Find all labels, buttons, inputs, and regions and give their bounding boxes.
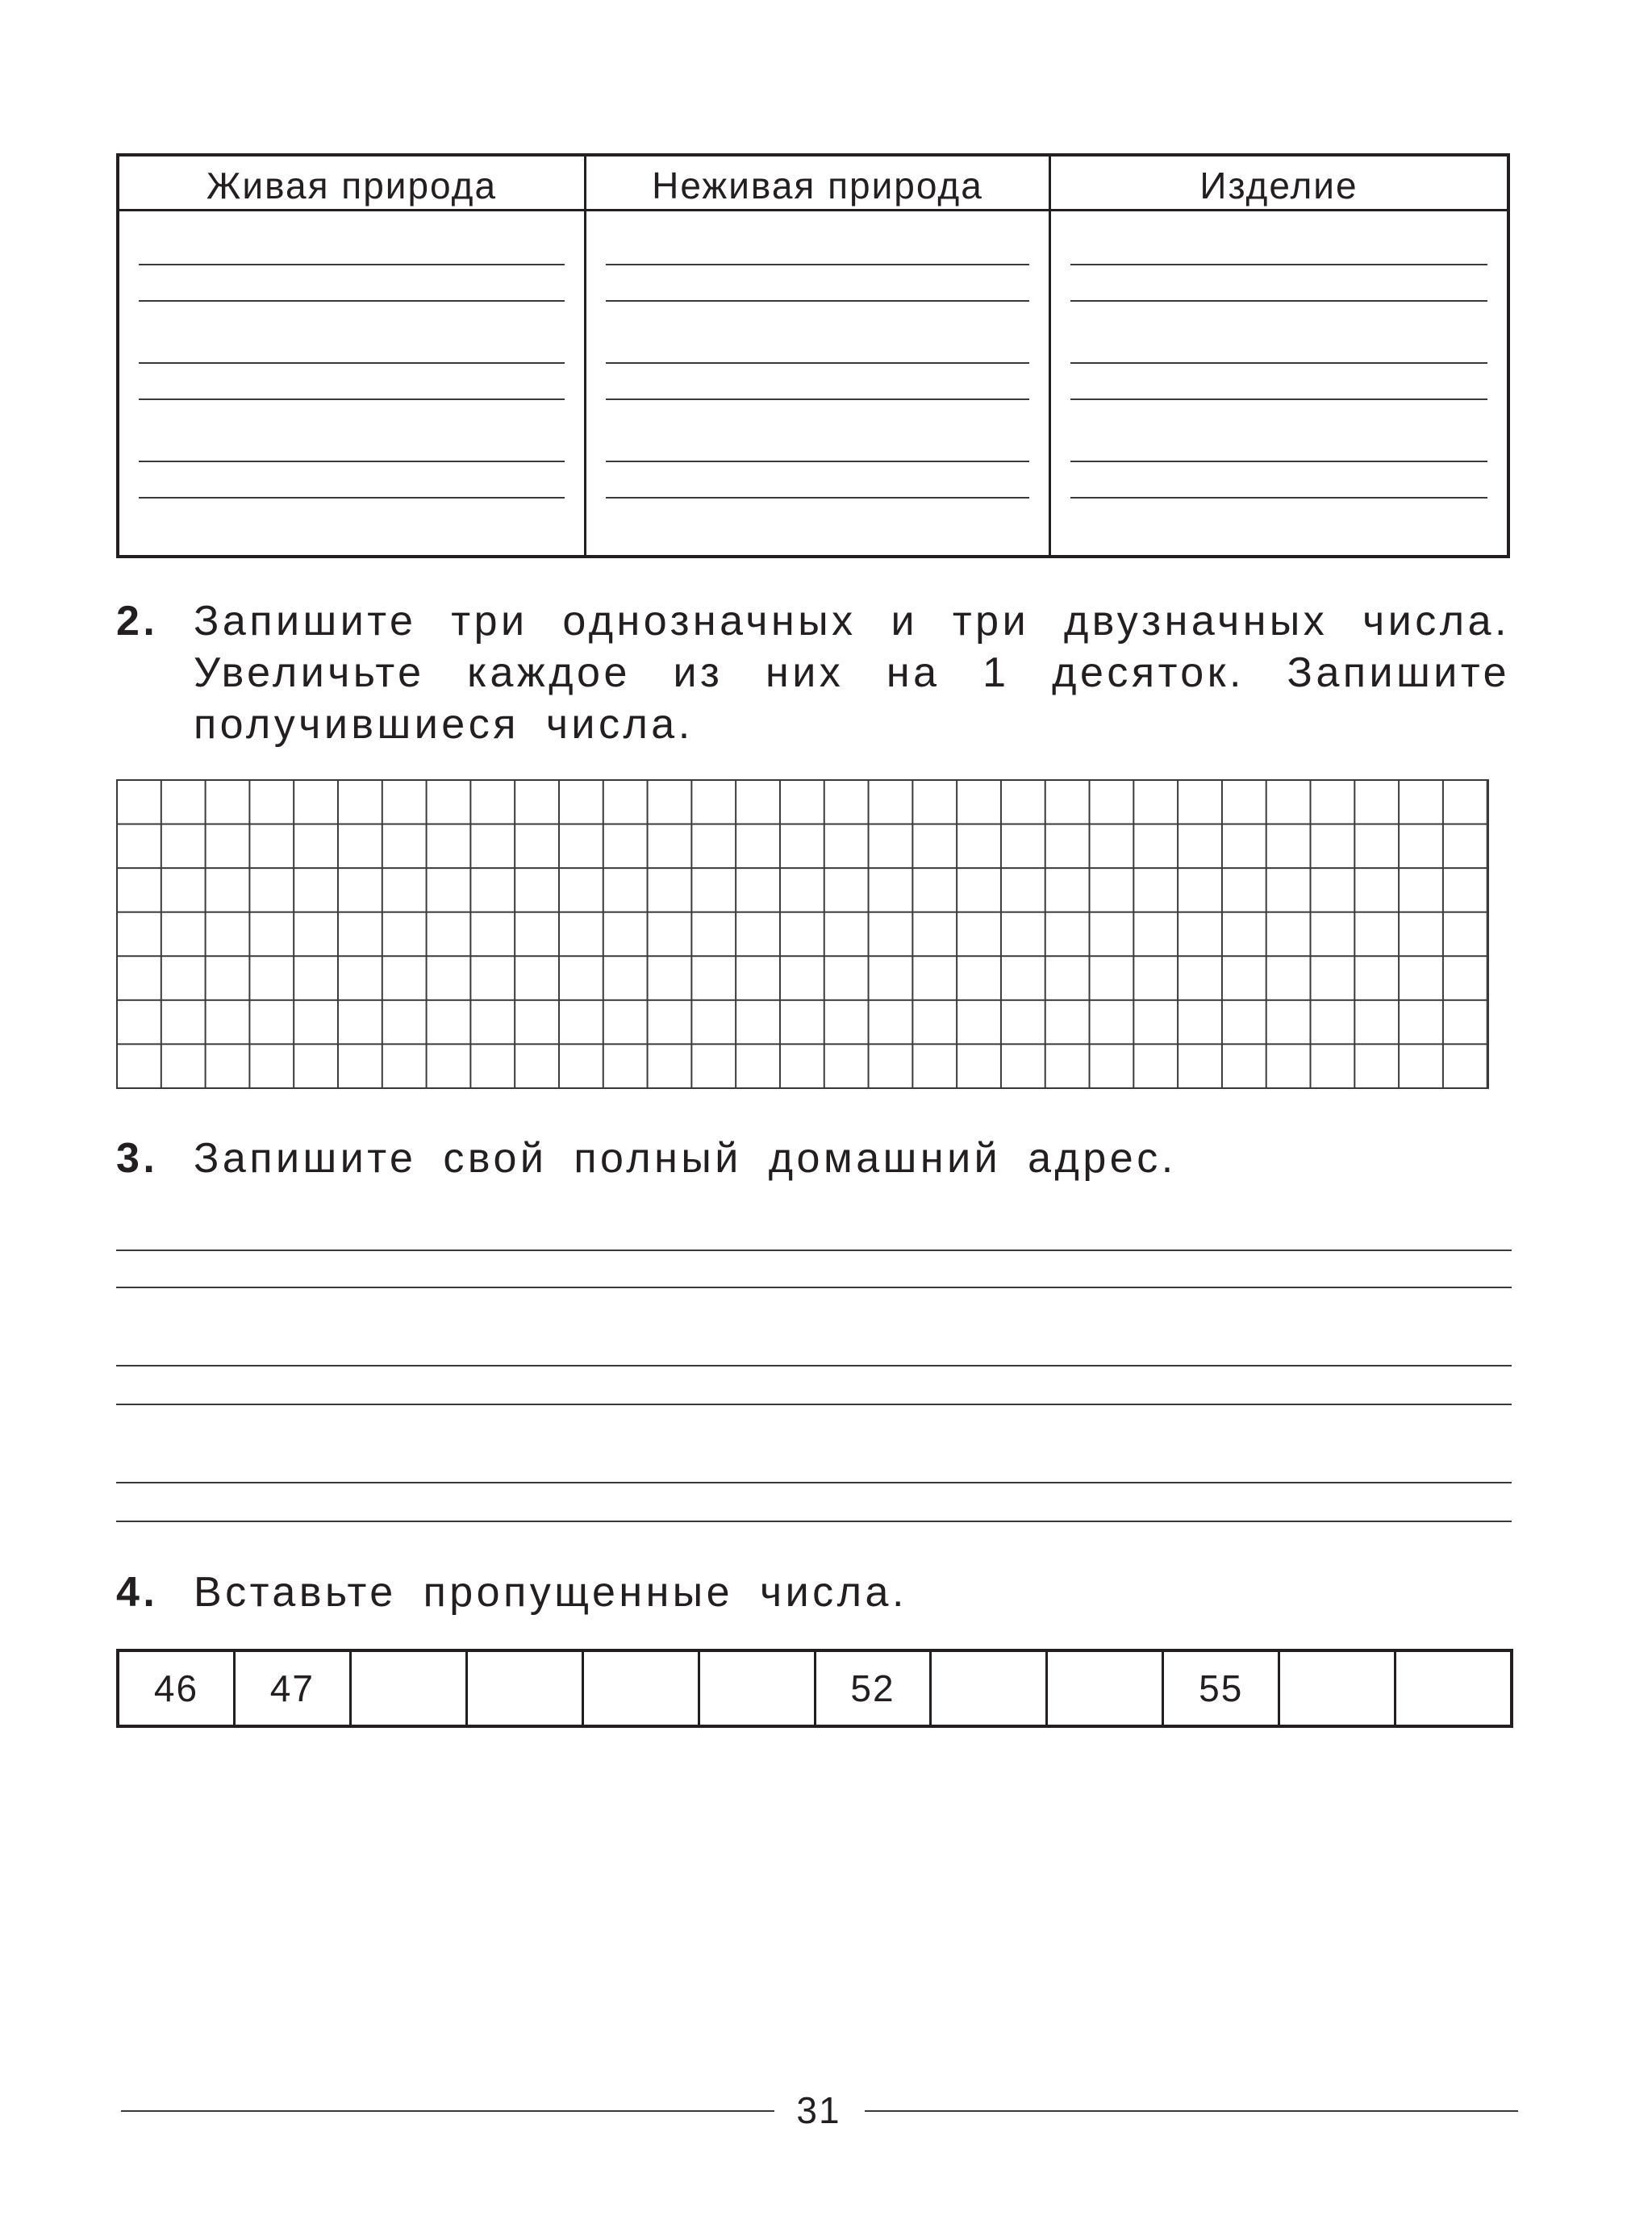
column-header-product: Изделие bbox=[1199, 165, 1358, 207]
address-line[interactable] bbox=[116, 1521, 1512, 1522]
number-cell-blank[interactable] bbox=[582, 1652, 698, 1725]
number-cell: 46 bbox=[153, 1667, 199, 1709]
writing-line[interactable] bbox=[606, 300, 1029, 302]
task-3-text: Запишите свой полный домашний адрес. bbox=[194, 1135, 1177, 1182]
column-header-living-nature: Живая природа bbox=[206, 165, 498, 207]
task-3-number: 3. bbox=[116, 1135, 159, 1182]
classification-table bbox=[116, 153, 1510, 558]
column-product bbox=[1049, 156, 1507, 555]
number-cell-blank[interactable] bbox=[465, 1652, 582, 1725]
number-cell-blank[interactable] bbox=[1045, 1652, 1162, 1725]
writing-line[interactable] bbox=[1070, 461, 1487, 462]
number-cell-blank[interactable] bbox=[1278, 1652, 1394, 1725]
writing-line[interactable] bbox=[1070, 362, 1487, 364]
writing-line[interactable] bbox=[139, 497, 565, 499]
writing-line[interactable] bbox=[139, 300, 565, 302]
number-cell-blank[interactable] bbox=[698, 1652, 814, 1725]
address-line[interactable] bbox=[116, 1404, 1512, 1405]
page-number: 31 bbox=[796, 2089, 841, 2131]
number-sequence-row bbox=[116, 1649, 1513, 1728]
task-4-number: 4. bbox=[116, 1569, 159, 1616]
column-living-nature bbox=[119, 156, 584, 555]
task-2-text: Запишите три однозначных и три двузначных числа. Увеличьте каждое из них на 1 десяток. Запишите получившиеся числа. bbox=[194, 598, 1510, 748]
address-line[interactable] bbox=[116, 1365, 1512, 1366]
writing-line[interactable] bbox=[1070, 264, 1487, 265]
task-4 bbox=[116, 1567, 1510, 1618]
writing-line[interactable] bbox=[606, 398, 1029, 400]
number-cell: 55 bbox=[1162, 1652, 1278, 1725]
column-header-nonliving-nature: Неживая природа bbox=[652, 165, 983, 207]
number-cell: 47 bbox=[233, 1652, 349, 1725]
writing-line[interactable] bbox=[1070, 398, 1487, 400]
address-line[interactable] bbox=[116, 1482, 1512, 1483]
task-2-number: 2. bbox=[116, 598, 159, 645]
writing-line[interactable] bbox=[1070, 300, 1487, 302]
task-3 bbox=[116, 1133, 1510, 1184]
footer-rule-right bbox=[865, 2110, 1518, 2112]
number-cell-blank[interactable] bbox=[929, 1652, 1045, 1725]
footer-rule-left bbox=[121, 2110, 774, 2112]
address-line[interactable] bbox=[116, 1250, 1512, 1251]
task-4-text: Вставьте пропущенные числа. bbox=[194, 1569, 907, 1616]
number-cell: 52 bbox=[814, 1652, 930, 1725]
writing-line[interactable] bbox=[606, 264, 1029, 265]
writing-line[interactable] bbox=[606, 362, 1029, 364]
column-nonliving-nature bbox=[584, 156, 1049, 555]
task-2 bbox=[116, 595, 1510, 750]
writing-line[interactable] bbox=[606, 461, 1029, 462]
address-line[interactable] bbox=[116, 1287, 1512, 1288]
writing-line[interactable] bbox=[139, 398, 565, 400]
writing-line[interactable] bbox=[139, 362, 565, 364]
writing-line[interactable] bbox=[1070, 497, 1487, 499]
writing-line[interactable] bbox=[139, 461, 565, 462]
answer-grid[interactable] bbox=[116, 779, 1487, 1087]
writing-line[interactable] bbox=[139, 264, 565, 265]
writing-line[interactable] bbox=[606, 497, 1029, 499]
number-cell-blank[interactable] bbox=[1394, 1652, 1510, 1725]
number-cell-blank[interactable] bbox=[349, 1652, 465, 1725]
